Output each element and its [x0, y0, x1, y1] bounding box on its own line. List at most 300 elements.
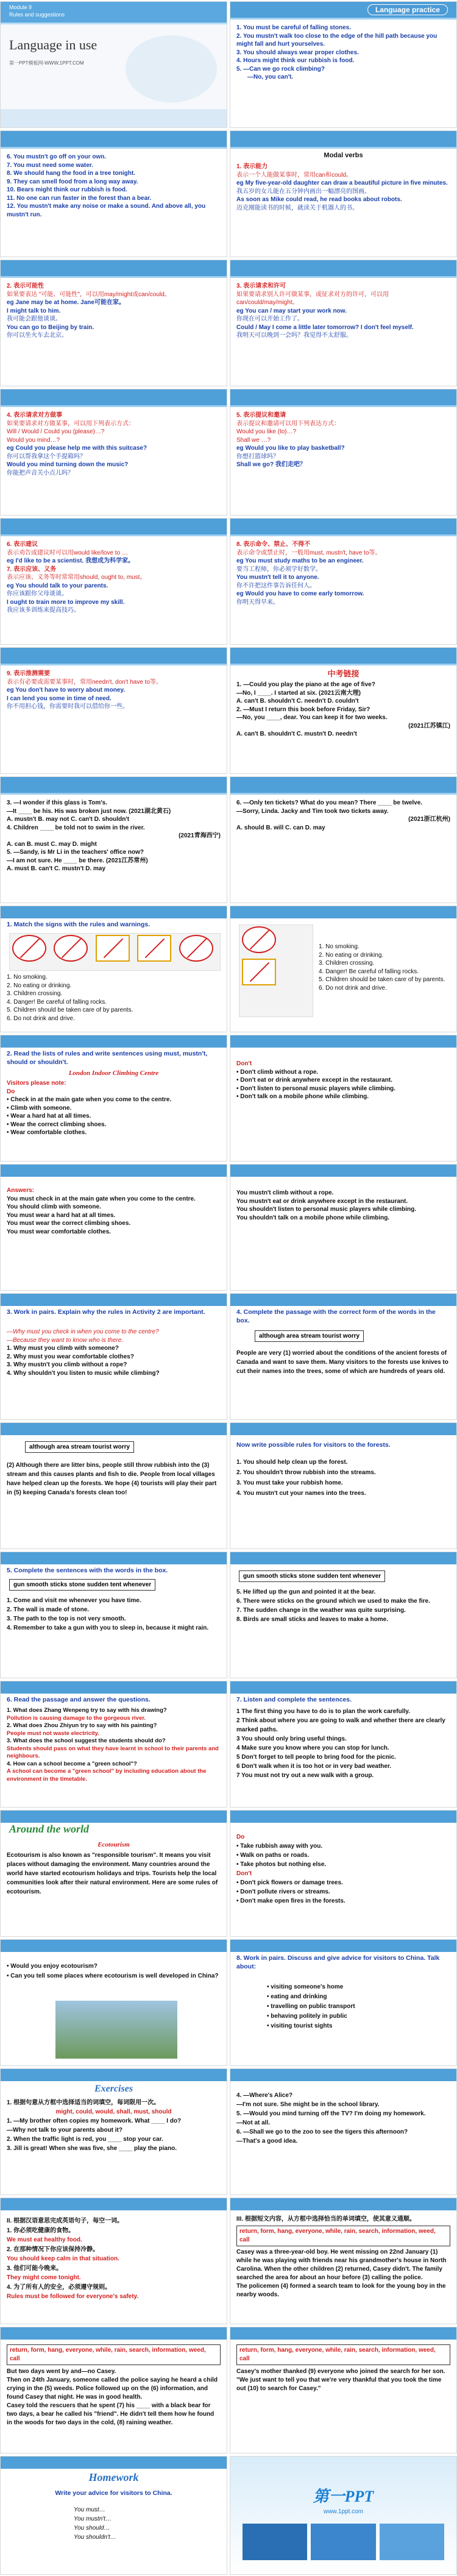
example-line: I ought to train more to improve my skill.	[7, 598, 125, 606]
practice-line: 4. Hours might think our rubbish is food.	[236, 57, 355, 64]
slide-necessity	[0, 647, 227, 774]
practice-line: —No, you can't.	[247, 74, 294, 80]
climbing-answers-2	[236, 1189, 450, 1222]
sentence-line: 3. The path to the top is not very smooth.	[7, 1616, 126, 1622]
point-line: 表示提议和邀请可以用下列表达方式：	[236, 420, 340, 427]
question-line: 1. —My brother often copies my homework. What ____ I do?	[7, 2118, 182, 2124]
passage-text: Casey told the rescuers that he spent (7) his ____ with a black bear for two days, a bear he called his "friend". He didn't tell them how he found in the woods for two days in the cold, (8) raining weather.	[7, 2402, 214, 2426]
question-line: —Not at all.	[236, 2120, 271, 2126]
question-line: (2021江苏镇江)	[408, 722, 450, 729]
answer-line: You should climb with someone.	[7, 1204, 101, 1210]
answer-line: A school can become a "green school" by including education about the environment in the timetable.	[7, 1768, 207, 1783]
slide-exam-link	[230, 647, 457, 774]
sentence-line: 7. You must need some water.	[7, 161, 93, 169]
rule-line: 2. You shouldn't throw rubbish into the streams.	[236, 1469, 376, 1476]
answer-line: You mustn't climb without a rope.	[236, 1190, 334, 1196]
unit-subtitle: Rules and suggestions	[9, 12, 65, 18]
thumbnail	[311, 2524, 375, 2560]
sentence-line: 2. The wall is made of stone.	[7, 1606, 90, 1613]
exam-questions	[236, 681, 450, 739]
slide-china-advice	[230, 1939, 457, 2066]
forest-rules-list	[236, 1457, 450, 1499]
rule-line: 4. You mustn't cut your names into the trees.	[236, 1490, 366, 1497]
slide-forest-rules	[230, 1422, 457, 1549]
climbing-dont-list	[236, 1060, 450, 1101]
sentence-line: 6. There were sticks on the ground which we used to make the fire.	[236, 1598, 430, 1605]
word-box: return, form, hang, everyone, while, rain, search, information, weed, call	[236, 2344, 450, 2365]
ecotourism-passage: Ecotourism is also known as "responsible tourism". It means you visit places without damaging the environment. Many countries around the world have started ecotourism holidays and trips. Tourists help the local communities look after their natural environment. Here are some rules of ecotourism.	[7, 1852, 218, 1895]
brand-logo: 第一PPT	[313, 2488, 374, 2505]
example-line: eg Would you like to play basketball?	[236, 445, 345, 452]
question-line: 1. —Could you play the piano at the age of five?	[236, 681, 375, 688]
sentence-line: 2 Think about where you are going to walk and whether there are clearly marked paths.	[236, 1717, 445, 1733]
passage-text: People are very (1) worried about the conditions of the ancient forests of Canada and want to save them. Many visitors to the forests use knives to cut their names into the trees, some of which are hundreds of years old.	[236, 1350, 448, 1375]
answer-line: 1. No smoking.	[319, 943, 360, 950]
answer-line: Students should pass on what they have learnt in school to their parents and neighbours.	[7, 1745, 219, 1759]
slide-exam-link-3	[230, 776, 457, 903]
activity-title: Now write possible rules for visitors to the forests.	[236, 1441, 391, 1449]
translation-line: 我五岁的女儿能在五分钟内画出一幅漂亮的图画。	[236, 188, 370, 195]
example-line: Could / May I come a little later tomorrow? I don't feel myself.	[236, 324, 414, 331]
question-line: 3. Jill is great! When she was five, she ____ play the piano.	[7, 2145, 177, 2152]
eco-questions	[7, 1962, 221, 1981]
site-url: 第一PPT模板网-WWW.1PPT.COM	[9, 60, 84, 66]
slide-exercises	[0, 2068, 227, 2195]
page-title: Language in use	[9, 37, 97, 52]
translation-list	[7, 2216, 221, 2302]
slide-possibility	[0, 260, 227, 386]
rule-line: 3. You must take your rubbish home.	[236, 1480, 343, 1486]
instruction-line: 1. 根据句意从方框中选择适当的词填空，每词限用一次。	[7, 2099, 160, 2106]
point-line: 表示一个人能做某事时，常用can和could。	[236, 171, 353, 179]
slide-translation-exercise	[0, 2198, 227, 2324]
slide-cloze-3	[230, 2327, 457, 2454]
question-line: —No, you ____, dear. You can keep it for two weeks.	[236, 714, 388, 721]
sentence-line: 4 Make sure you know where you can stop for lunch.	[236, 1745, 389, 1751]
topics-list	[267, 1982, 450, 2031]
question-line: —No, I ____. I started at six. (2021云南大理)	[236, 689, 361, 697]
rule-line: • Don't pollute rivers or streams.	[236, 1889, 330, 1895]
possibility-content	[7, 282, 221, 340]
centre-heading: London Indoor Climbing Centre	[68, 1070, 159, 1077]
note-line: Visitors please note:	[7, 1080, 66, 1087]
example-line: eg Would you have to come early tomorrow.	[236, 591, 364, 597]
example-line: eg You can / may start your work now.	[236, 307, 347, 314]
point-line: Would you like (to)…?	[236, 428, 297, 435]
point-line: 如果要请求对方做某事，可以用下列表示方式：	[7, 420, 135, 427]
prompt-line: You mustn't…	[74, 2516, 112, 2522]
question-line: 3. What does the school suggest the students should do?	[7, 1737, 166, 1744]
slide-orders	[230, 518, 457, 645]
question-line: 4. Children ____ be told not to swim in the river.	[7, 824, 145, 831]
homework-prompts	[74, 2505, 221, 2542]
slide-match-answers	[230, 906, 457, 1032]
slide-forest-passage-2	[0, 1422, 227, 1549]
rule-line: • Don't climb without a rope.	[236, 1068, 319, 1076]
instruction-line: III. 根据短文内容，从方框中选择恰当的单词填空，使其意义通顺。	[236, 2216, 416, 2223]
rule-line: • Take photos but nothing else.	[236, 1861, 327, 1868]
module-label: Module 9	[9, 4, 32, 10]
do-heading: Do	[236, 1834, 245, 1840]
sentence-line: 6. You mustn't go off on your own.	[7, 154, 107, 160]
activity-title: 6. Read the passage and answer the questions.	[7, 1696, 151, 1703]
slide-title	[0, 1, 227, 128]
topic-line: • behaving politely in public	[267, 2013, 347, 2020]
answer-line: You should keep calm in that situation.	[7, 2255, 119, 2262]
question-line: (2021浙江杭州)	[408, 816, 450, 823]
translation-line: 迈克刚能读书的时候，就读关于机器人的书。	[236, 204, 358, 211]
section-title: Language practice	[367, 4, 448, 15]
activity-title: 8. Work in pairs. Discuss and give advice for visitors to China. Talk about:	[236, 1954, 440, 1970]
slide-modal-verbs	[230, 130, 457, 257]
chinese-line: 3. 他们可能今晚来。	[7, 2265, 63, 2272]
passage-heading: Ecotourism	[97, 1841, 130, 1848]
sentence-line: 3 You should only bring useful things.	[236, 1736, 347, 1742]
point-heading: 1. 表示能力	[236, 163, 268, 170]
answer-line: You must wear a hard hat at all times.	[7, 1212, 116, 1219]
activity-title: 4. Complete the passage with the correct form of the words in the box.	[236, 1308, 436, 1324]
exercise-list-2	[236, 2091, 450, 2146]
landscape-image	[55, 2001, 177, 2059]
word-box: although area stream tourist worry	[25, 1441, 134, 1453]
question-line: 6. —Shall we go to the zoo to see the tigers this afternoon?	[236, 2129, 408, 2135]
point-line: 表示有必要或需要某事时，常用needn't, don't have to等。	[7, 678, 163, 686]
dont-heading: Don't	[236, 1060, 252, 1067]
point-heading: 3. 表示请求和许可	[236, 283, 286, 289]
answer-line: 5. Children should be taken care of by parents.	[319, 976, 445, 983]
point-heading: 6. 表示建议	[7, 541, 38, 548]
rule-line: • Wear a hard hat at all times.	[7, 1113, 91, 1119]
answer-line: You shouldn't talk on a mobile phone while climbing.	[236, 1214, 390, 1221]
sentence-line: 1. Come and visit me whenever you have time.	[7, 1597, 141, 1604]
answer-line: 3. Children crossing.	[319, 960, 375, 967]
slide-complete-sentences	[0, 1552, 227, 1678]
slide-sentences-2	[0, 130, 227, 257]
chinese-line: 4. 为了所有人的安全，必须遵守规则。	[7, 2283, 112, 2291]
slide-eco-questions	[0, 1939, 227, 2066]
answer-line: You must check in at the main gate when you come to the centre.	[7, 1195, 196, 1202]
point-line: 表示劝告或建议时可以用would like/love to …	[7, 549, 128, 556]
passage-text: But two days went by and—no Casey.	[7, 2368, 116, 2375]
sentence-line: 9. They can smell food from a long way away.	[7, 178, 138, 185]
prompt-line: You should…	[74, 2525, 110, 2532]
sentence-list	[7, 153, 221, 219]
rule-line: • Don't listen to personal music players while climbing.	[236, 1085, 395, 1092]
rule-line: • Check in at the main gate when you come to the centre.	[7, 1096, 172, 1103]
rule-line: • Take rubbish away with you.	[236, 1843, 323, 1850]
do-heading: Do	[7, 1088, 15, 1095]
passage-text: Casey's mother thanked (9) everyone who joined the search for her son. "We just want to tell you that we're very thankful that you took the time out (10) to search for Casey."	[236, 2368, 445, 2392]
rule-line: 1. You should help clean up the forest.	[236, 1459, 348, 1466]
sentence-line: 11. No one can run faster in the forest than a bear.	[7, 194, 152, 202]
sentence-line: 6 Don't walk when it is too hot or in very bad weather.	[236, 1763, 392, 1770]
answers-list	[319, 943, 450, 992]
model-answer: —Because they want to know who is there.	[7, 1336, 124, 1344]
question-line: 1. What does Zhang Wenpeng try to say with his drawing?	[7, 1707, 167, 1714]
question-line: —Sorry, Linda. Jacky and Tim took two tickets away.	[236, 807, 389, 815]
point-line: Shall we …?	[236, 436, 271, 444]
practice-line: 1. You must be careful of falling stones.	[236, 24, 351, 31]
dont-heading: Don't	[236, 1870, 252, 1877]
rule-line: 3. Children crossing.	[7, 990, 63, 997]
translation-line: 你能把声音关小点儿吗？	[7, 469, 74, 477]
explain-list	[7, 1328, 221, 1377]
slide-climbing-rules	[0, 1035, 227, 1162]
cloze-content-2	[7, 2344, 221, 2427]
question-line: 3. Why mustn't you climb without a rope?	[7, 1361, 127, 1368]
question-line: • Can you tell some places where ecotourism is well developed in China?	[7, 1973, 219, 1979]
homework-task: Write your advice for visitors to China.	[55, 2489, 172, 2497]
children-crossing-sign-icon	[242, 959, 276, 985]
point-line: 表示命令或禁止时，一般用must, mustn't, have to等。	[236, 549, 381, 556]
no-drink-drive-sign-icon	[179, 935, 213, 962]
section-title: Exercises	[94, 2084, 133, 2094]
sentence-line: 7 You must not try out a new walk with a group.	[236, 1772, 374, 1779]
answer-line: You must wear comfortable clothes.	[7, 1228, 111, 1235]
advice-content	[7, 541, 221, 615]
answer-line: You shouldn't listen to personal music players while climbing.	[236, 1206, 417, 1213]
permission-content	[236, 282, 450, 340]
listen-list	[236, 1707, 450, 1780]
activity-title: 5. Complete the sentences with the words in the box.	[7, 1567, 168, 1574]
sentence-line: 1 The first thing you have to do is to plan the work carefully.	[236, 1708, 410, 1715]
rule-line: • Don't eat or drink anywhere except in the restaurant.	[236, 1077, 392, 1084]
slide-exercises-2	[230, 2068, 457, 2195]
orders-content	[236, 541, 450, 606]
question-line: 5. —Would you mind turning off the TV? I'm doing my homework.	[236, 2110, 426, 2117]
question-line: 4. Why shouldn't you listen to music while climbing?	[7, 1369, 160, 1377]
slide-explain-rules	[0, 1293, 227, 1420]
example-line: I might talk to him.	[7, 307, 61, 314]
eco-rules-list	[236, 1833, 450, 1906]
answer-line: 4. Danger! Be careful of falling rocks.	[319, 968, 419, 975]
exercise-list	[7, 2098, 221, 2153]
translation-line: 我可能会跟他谈谈。	[7, 316, 62, 322]
cloze-content	[236, 2215, 450, 2299]
slide-exam-link-2	[0, 776, 227, 903]
sentences-list	[7, 1596, 221, 1633]
signs-column	[239, 924, 313, 1017]
sentence-line: 5. He lifted up the gun and pointed it at the bear.	[236, 1589, 376, 1595]
question-line: —Why not talk to your parents about it?	[7, 2127, 122, 2134]
slide-eco-rules	[230, 1810, 457, 1937]
answers-heading: Answers:	[7, 1187, 35, 1194]
slide-forest-passage	[230, 1293, 457, 1420]
topic-line: • visiting tourist sights	[267, 2023, 333, 2029]
climbing-do-list	[7, 1079, 221, 1137]
point-line: 如果要请求别人许可做某事，或征求对方的许可，可以用can/could/may/might。	[236, 291, 389, 306]
prompt-line: You shouldn't…	[74, 2534, 116, 2541]
question-line: (2021青海西宁)	[179, 832, 221, 839]
passage-text: (2) Although there are litter bins, people still throw rubbish into the (3) stream and this causes plants and fish to die. People from local villages have helped clean up the forests. We hope (4) tourists will play their part in (5) keeping Canada's forests clean too!	[7, 1462, 217, 1496]
point-line: 如果要表达 "可能、可能性"，可以用may/might或can/could。	[7, 291, 171, 298]
rule-line: 1. No smoking.	[7, 974, 48, 981]
offers-content	[236, 411, 450, 469]
topic-line: • eating and drinking	[267, 1993, 327, 2000]
point-heading: 5. 表示提议和邀请	[236, 412, 286, 419]
question-line: 2. What does Zhou Zhiyun try to say with his painting?	[7, 1722, 157, 1729]
rule-line: 2. No eating or drinking.	[7, 982, 72, 989]
point-line: Will / Would / Could you (please)…?	[7, 428, 105, 435]
sentence-line: 8. Birds are small sticks and leaves to make a home.	[236, 1616, 389, 1623]
rule-line: 4. Danger! Be careful of falling rocks.	[7, 998, 107, 1006]
word-box: gun smooth sticks stone sudden tent whenever	[9, 1579, 155, 1591]
signs-row	[9, 933, 221, 971]
example-line: eg You don't have to worry about money.	[7, 687, 126, 694]
rule-line: • Don't talk on a mobile phone while climbing.	[236, 1093, 369, 1100]
question-line: —I'm not sure. She might be in the school library.	[236, 2101, 380, 2108]
translation-line: 你现在可以开始工作了。	[236, 316, 303, 322]
example-line: I can lend you some in time of need.	[7, 695, 112, 702]
question-line: 4. —Where's Alice?	[236, 2092, 293, 2099]
slide-listen-complete	[230, 1681, 457, 1808]
word-box: gun smooth sticks stone sudden tent whenever	[239, 1570, 385, 1582]
rule-line: • Climb with someone.	[7, 1104, 72, 1112]
chinese-line: 2. 在那种情况下你应该保持冷静。	[7, 2246, 99, 2253]
slide-brand	[230, 2456, 457, 2575]
slide-match-signs	[0, 906, 227, 1032]
example-line: Shall we go? 我们走吧？	[236, 461, 306, 468]
question-line: 1. Why must you climb with someone?	[7, 1345, 119, 1352]
modal-content	[236, 163, 450, 212]
translation-line: 你不许把这件事告诉任何人。	[236, 582, 316, 589]
point-heading: 9. 表示推测需要	[7, 670, 51, 677]
rule-line: • Wear comfortable clothes.	[7, 1129, 87, 1136]
topic-line: • visiting someone's home	[267, 1984, 344, 1990]
answer-line: Rules must be followed for everyone's safety.	[7, 2293, 139, 2300]
answer-line: You mustn't eat or drink anywhere except in the restaurant.	[236, 1198, 408, 1205]
slide-climbing-answers	[0, 1164, 227, 1291]
translation-line: 你应该跟你父母谈谈。	[7, 591, 68, 597]
slide-complete-sentences-2	[230, 1552, 457, 1678]
activity-title: 3. Work in pairs. Explain why the rules in Activity 2 are important.	[7, 1308, 205, 1316]
options-line: A. can't B. shouldn't C. needn't D. couldn't	[236, 698, 359, 704]
prompt-line: You must…	[74, 2507, 105, 2513]
exam-questions-3	[236, 799, 450, 832]
rule-line: 5. Children should be taken care of by parents.	[7, 1007, 133, 1013]
translation-line: 你想打篮球吗？	[236, 453, 279, 460]
rule-line: • Walk on paths or roads.	[236, 1852, 310, 1859]
slide-language-practice	[230, 1, 457, 128]
sentence-line: 10. Bears might think our rubbish is food.	[7, 186, 127, 193]
exam-questions-2	[7, 799, 221, 873]
word-box: although area stream tourist worry	[255, 1330, 364, 1342]
word-box: return, form, hang, everyone, while, rain, search, information, weed, call	[7, 2344, 221, 2365]
slide-around-world	[0, 1810, 227, 1937]
slide-climbing-answers-2	[230, 1164, 457, 1291]
example-line: eg You should talk to your parents.	[7, 582, 108, 589]
answer-line: You must wear the correct climbing shoes.	[7, 1220, 131, 1227]
question-line: —That's a good idea.	[236, 2138, 298, 2145]
question-line: —It ____ be his. His was broken just now. (2021湖北黄石)	[7, 807, 171, 815]
translation-line: 要当工程师，你必须学好数学。	[236, 566, 322, 573]
point-heading: 4. 表示请求对方做事	[7, 412, 63, 419]
example-line: You can go to Beijing by train.	[7, 324, 94, 331]
question-line: —I am not sure. He ____ be there. (2021江苏常州)	[7, 857, 148, 864]
question-line: 2. Why must you wear comfortable clothes?	[7, 1353, 134, 1360]
options-line: A. must B. can't C. mustn't D. may	[7, 865, 106, 872]
no-smoking-sign-icon	[12, 935, 46, 962]
section-title: Around the world	[9, 1823, 90, 1835]
section-title: Homework	[88, 2471, 139, 2483]
activity-title: 1. Match the signs with the rules and warnings.	[7, 921, 151, 928]
options-line: A. can't B. shouldn't C. mustn't D. needn't	[236, 731, 357, 737]
sentence-line: 12. You mustn't make any noise or make a sound. And above all, you mustn't run.	[7, 203, 206, 218]
options-line: A. mustn't B. may not C. can't D. shouldn't	[7, 816, 130, 823]
point-heading: 7. 表示应该、义务	[7, 566, 57, 573]
question-line: 4. How can a school become a "green school"?	[7, 1760, 137, 1767]
word-box: return, form, hang, everyone, while, rain, search, information, weed, call	[236, 2226, 450, 2246]
slide-requests	[0, 389, 227, 516]
thumbnail	[380, 2524, 444, 2560]
necessity-content	[7, 670, 221, 711]
practice-line: 3. You should always wear proper clothes.	[236, 49, 359, 56]
activity-title: 2. Read the lists of rules and write sentences using must, mustn't, should or shouldn't.	[7, 1050, 208, 1066]
qa-list	[7, 1707, 221, 1783]
passage-text: Casey was a three-year-old boy. He went missing on 22nd January (1) while he was playing with friends near his grandmother's house in North Carolina. When the other children (2) returned, Casey didn't. The family searched the area for about an hour before (3) calling the police.	[236, 2249, 447, 2281]
practice-line: 2. You mustn't walk too close to the edge of the hill path because you might fall and hurt yourselves.	[236, 32, 438, 48]
activity-title: 7. Listen and complete the sentences.	[236, 1696, 352, 1703]
point-line: Would you mind…?	[7, 436, 60, 444]
topic-line: • travelling on public transport	[267, 2003, 355, 2010]
section-title: 中考链接	[327, 669, 360, 678]
question-line: 5. —Sandy, is Mr Li in the teachers' office now?	[7, 849, 144, 856]
passage-text: Then on 24th January, someone called the police saying he heard a child crying in the (5) weeds. Police followed up on the (6) information, and found Casey that night. He was in good health.	[7, 2377, 218, 2400]
sentence-line: 8. We should hang the food in a tree tonight.	[7, 170, 135, 177]
example-line: As soon as Mike could read, he read books about robots.	[236, 196, 402, 203]
question-line: 2. —Must I return this book before Friday, Sir?	[236, 706, 370, 713]
no-smoking-sign-icon	[242, 926, 276, 953]
example-line: eg Jane may be at home. Jane可能在家。	[7, 299, 125, 306]
slide-cloze-2	[0, 2327, 227, 2454]
question-line: 6. —Only ten tickets? What do you mean? There ____ be twelve.	[236, 800, 423, 806]
question-line: 3. —I wonder if this glass is Tom's.	[7, 800, 108, 806]
example-line: eg Could you please help me with this suitcase?	[7, 445, 147, 452]
no-eating-sign-icon	[54, 935, 88, 962]
thumbnail-strip	[243, 2524, 444, 2560]
example-line: You mustn't tell it to anyone.	[236, 574, 319, 581]
answer-line: They might come tonight.	[7, 2274, 81, 2281]
answer-line: 6. Do not drink and drive.	[319, 984, 387, 992]
practice-line: 5. —Can we go rock climbing?	[236, 65, 325, 73]
point-heading: 2. 表示可能性	[7, 283, 44, 289]
globe-icon	[126, 35, 217, 102]
children-crossing-sign-icon	[96, 935, 130, 962]
slide-homework	[0, 2456, 227, 2575]
section-title: Modal verbs	[324, 152, 363, 159]
example-line: eg You must study maths to be an engineer.	[236, 558, 364, 564]
brand-site: www.1ppt.com	[323, 2508, 364, 2515]
answer-line: People must not waste electricity.	[7, 1730, 99, 1737]
cloze-content-3	[236, 2344, 450, 2393]
rule-line: • Wear the correct climbing shoes.	[7, 1121, 107, 1128]
rule-line: • Don't make open fires in the forests.	[236, 1898, 345, 1904]
example-line: eg My five-year-old daughter can draw a beautiful picture in five minutes.	[236, 180, 448, 186]
sentence-line: 4. Remember to take a gun with you to sleep in, because it might rain.	[7, 1625, 209, 1631]
translation-line: 我明天可以晚到一会吗？我觉得不太舒服。	[236, 332, 352, 339]
options-line: A. should B. will C. can D. may	[236, 824, 325, 831]
rules-list	[7, 973, 221, 1023]
translation-line: 你可以帮我拿这个手提箱吗？	[7, 453, 86, 460]
sentences-list	[236, 1588, 450, 1624]
rule-line: • Don't pick flowers or damage trees.	[236, 1879, 343, 1886]
example-line: eg I'd like to be a scientist. 我想成为科学家。	[7, 558, 135, 564]
answer-line: Pollution is causing damage to the gorgeous river.	[7, 1714, 146, 1722]
slide-offers	[230, 389, 457, 516]
falling-rocks-sign-icon	[137, 935, 171, 962]
point-heading: 8. 表示命令、禁止、不得不	[236, 541, 311, 548]
point-line: 表示应该、义务等时常常用should, ought to, must。	[7, 574, 146, 581]
